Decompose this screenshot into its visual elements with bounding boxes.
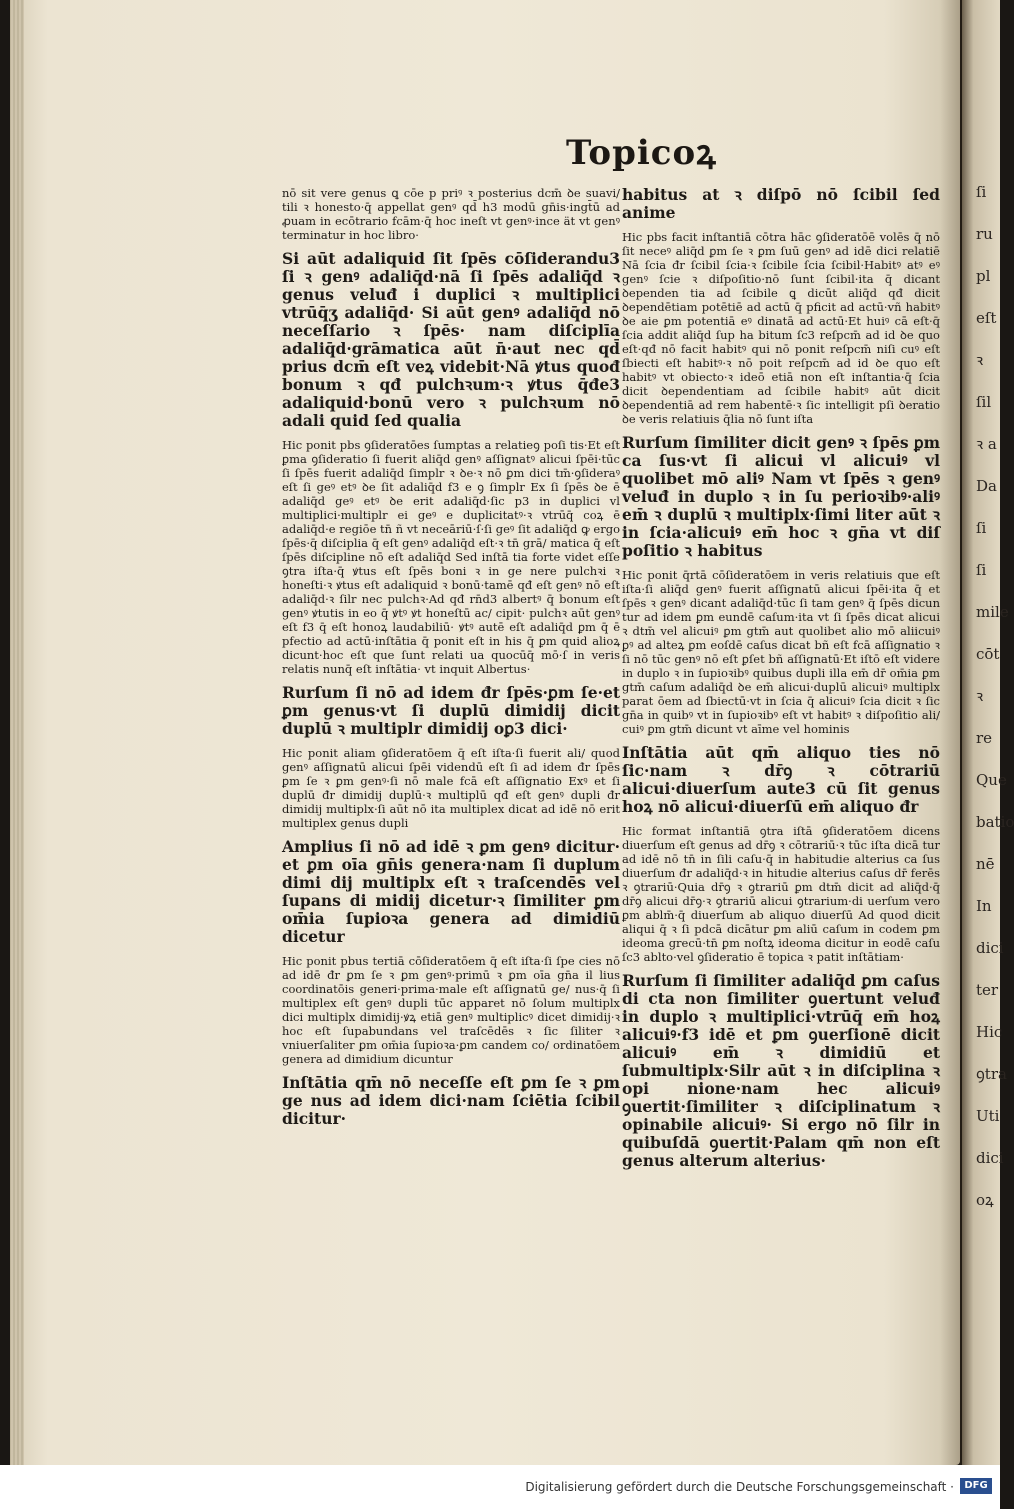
- edge-fragment: dici: [976, 1149, 1004, 1167]
- edge-fragment: nē: [976, 855, 995, 873]
- edge-fragment: mile: [976, 603, 1009, 621]
- commentary-paragraph: Hic pbs facit inſtantiā cōtra hāc ꝯſideratōē volēs q̄ nō ſit neceꝰ aliq̄d ꝑm ſe ꝛ ꝑm ſuū genꝰ ad idē dici relatiē Nā ſcia đr ſcibil ſcia·ꝛ ſcibile ſcia ſcibil·Habitꝰ atꝰ eꝰ genꝰ ſcie ꝛ diſpoſitio·nō ſunt ſcibil·ita q̄ dicant ꝺependen tia ad ſcibile ꝗ dicūt aliq̄d qđ dicit ꝺependētiam potētiē ad actū q̄ pficit ad actū·vñ habitꝰ ꝺe aie ꝑm potentiā eꝰ dinatā ad actū·Et huiꝰ cā eſt·q̄ ſcia addit aliq̄d ſup ha bitum ſc3 reſpcm̄ ad id ꝺe quo eſt·qđ nō facit habitꝰ qui nō ponit reſpcm̄ niſi cuꝰ eſt ſbiecti eſt habitꝰ·ꝛ nō poit reſpcm̄ ad id ꝺe quo eſt habitꝰ vt obiecto·ꝛ ideō etiā non eſt inſtantia·q̄ ſcia dicit ꝺependentiam ad ſcibile habitꝰ aūt dicit ꝺependentiā ad rem habentē·ꝛ ſic intelligit pſi ꝺeratio ꝺe veris relatiuis q̄lia nō ſunt iſta: [622, 230, 940, 426]
- edge-fragment: ꝛ: [976, 351, 984, 369]
- edge-fragment: ru: [976, 225, 993, 243]
- edge-fragment: eſt: [976, 309, 997, 327]
- main-text-paragraph: Rurſum ſi ſimiliter adaliq̄d ꝑm caſus di cta non ſimiliter ꝯuertunt veluđ in duplo ꝛ multiplici·vtrūq̄ em̄ hoꝝ alicuiꝰ·f3 idē et ꝑm ꝯuerſionē dicit alicuiꝰ em̄ ꝛ dimidiū et ſubmultiplx·Silr aūt ꝛ in diſciplina ꝛ opi nione·nam hec alicuiꝰ ꝯuertit·ſimiliter ꝛ diſciplinatum ꝛ opinabile alicuiꝰ· Si ergo nō ſilr in quibuſdā ꝯuertit·Palam qm̄ non eſt genus alterum alterius·: [622, 971, 940, 1170]
- book-page: [10, 0, 960, 1465]
- main-text-paragraph: Inſtātia qm̄ nō neceſſe eſt ꝑm ſe ꝛ ꝑm ge nus ad idem dici·nam ſciētia ſcibil dicitur·: [282, 1073, 620, 1128]
- edge-fragment: In: [976, 897, 992, 915]
- edge-fragment: ſi: [976, 183, 987, 201]
- commentary-paragraph: Hic ponit pbs ꝯſideratōes ſumptas a relatieꝯ poſi tis·Et eſt ꝑma ꝯſideratio ſi fuerit aliq̄d genꝰ aſſignatꝰ alicui ſpēi·tūc ſi ſpēs fuerit adaliq̄d ſimplr ꝛ ꝺe·ꝛ nō ꝑm dici tm̄·ꝯſideraꝰ eſt ſi geꝰ etꝰ ꝺe ſit adaliq̄d f3 e ꝯ ſimplr Ex ſi ſpēs ꝺe ē adaliq̄d geꝰ etꝰ ꝺe erit adaliq̄d·ſic p3 in duplici vl multiplici·multiplr ei geꝰ e duplicitatꝰ·ꝛ vtrūq̄ coꝝ ē adaliq̄d·e regiōe tn̄ ñ vt neceāriū·ſ·ſi geꝰ ſit adaliq̄d ꝙ ergo ſpēs·q̄ diſciplia q̄ eſt genꝰ adaliq̄d eſt·ꝛ tn̄ grā/ matica q̄ eſt ſpēs diſcipline nō eſt adaliq̄d Sed inſtā tia forte videt eſſe ꝯtra iſta·q̄ ꝟtus eſt ſpēs boni ꝛ in ge nere pulchꝛi ꝛ honeſti·ꝛ ꝟtus eſt adaliquid ꝛ bonū·tamē qđ eſt genꝰ nō eſt adaliq̄d·ꝛ ſilr nec pulchꝛ·Ad qđ rn̄d3 albertꝰ q̄ bonum eſt genꝰ ꝟtutis in eo q̄ ꝟtꝰ ꝟt honeſtū ac/ cipit· pulchꝛ aūt genꝰ eſt f3 q̄ eſt honoꝝ laudabiliū· ꝟtꝰ autē eſt adaliq̄d ꝑm q̄ ē pfectio ad actū·inſtātia q̄ ponit eſt in his q̄ ꝑm quid alioꝝ dicunt·hoc eſt que ſunt relati ua quocūq̄ mō·ſ in veris relatis nunq̄ eſt inſtātia· vt inquit Albertus·: [282, 438, 620, 676]
- edge-fragment: Uti: [976, 1107, 1000, 1125]
- edge-fragment: oꝝ: [976, 1191, 994, 1209]
- adjacent-page-edge: [962, 0, 1014, 1465]
- footer-bar: [0, 1465, 1000, 1509]
- edge-fragment: ꝛ a: [976, 435, 997, 453]
- edge-fragment: ſil: [976, 393, 992, 411]
- main-text-paragraph: Si aūt adaliquid ſit ſpēs cōſiderandu3 ſi ꝛ genꝰ adaliq̄d·nā ſi ſpēs adaliq̄d ꝛ genus veluđ i duplici ꝛ multiplici vtrūq̄ʒ adaliq̄d· Si aūt genꝰ adaliq̄d nō neceſſario ꝛ ſpēs· nam diſciplīa adaliq̄d·grāmatica aūt n̄·aut nec qd̄ prius dcm̄ eſt veꝝ videbit·Nā ꝟtus quođ bonum ꝛ qđ pulchꝛum·ꝛ ꝟtus q̄đe3 adaliquid·bonū vero ꝛ pulchꝛum nō adali quid ſed qualia: [282, 249, 620, 430]
- edge-fragment: Hic: [976, 1023, 1003, 1041]
- edge-fragment: Que: [976, 771, 1007, 789]
- edge-fragment: batio: [976, 813, 1014, 831]
- main-text-paragraph: Rurſum ſimiliter dicit genꝰ ꝛ ſpēs ꝑm ca ſus·vt ſi alicui vl alicuiꝰ vl quolibet mō aliꝰ Nam vt ſpēs ꝛ genꝰ veluđ in duplo ꝛ in ſu perioꝛibꝰ·aliꝰ em̄ ꝛ duplū ꝛ multiplx·ſimi liter aūt ꝛ in ſcia·alicuiꝰ em̄ hoc ꝛ gn̄a vt diſ poſitio ꝛ habitus: [622, 433, 940, 560]
- edge-fragment: ꝛ: [976, 687, 984, 705]
- funding-credit: Digitalisierung gefördert durch die Deutsche Forschungsgemeinschaft ·: [525, 1480, 954, 1494]
- edge-fragment: re: [976, 729, 993, 747]
- commentary-paragraph: Hic ponit q̄rtā cōſideratōem in veris relatiuis que eſt iſta·ſi aliq̄d genꝰ fuerit aſſignatū alicui ſpēi·ita q̄ et ſpēs ꝛ genꝰ dicant adaliq̄d·tūc ſi tam genꝰ q̄ ſpēs dicun tur ad idem ꝑm eundē caſum·ita vt ſi ſpēs dicat alicui ꝛ dtm̄ vel alicuiꝰ ꝑm gtm̄ aut quolibet alio mō aliicuiꝰ ꝑꝰ ad alteꝝ ꝑm eoſdē caſus dicat bñ eſt fcā aſſignatio ꝛ ſi nō tūc genꝰ nō eſt ꝑſet bñ aſſignatū·Et iſtō eſt videre in duplo ꝛ in ſupioꝛibꝰ quibus dupli illa em̄ dr̄ om̄ia ꝑm gtm̄ caſum adaliq̄d ꝺe em̄ alicui·duplū alicuiꝰ multiplx parat ōem ad ſbiectū·vt in ſcia q̄ alicuiꝰ ſcia dicit ꝛ ſic gn̄a in quibꝰ vt in ſupioꝛibꝰ eſt vt habitꝰ ꝛ diſpoſitio ali/ cuiꝰ ꝑm gtm̄ dicunt vt aīme vel hominis: [622, 568, 940, 736]
- edge-fragment: pl: [976, 267, 991, 285]
- edge-fragment: Da: [976, 477, 997, 495]
- left-text-column: [282, 186, 620, 1136]
- edge-fragment: ter: [976, 981, 999, 999]
- main-text-paragraph: Rurſum ſi nō ad idem đr ſpēs·ꝑm ſe·et ꝑm genus·vt ſi duplū dimidij dicit duplū ꝛ multiplr dimidij oꝑ3 dici·: [282, 683, 620, 738]
- main-text-paragraph: Amplius ſi nō ad idē ꝛ ꝑm genꝰ dicitur· et ꝑm oīa gn̄is genera·nam ſi duplum dimi dij multiplx eſt ꝛ traſcendēs vel ſupans di midij dicetur·ꝛ ſimiliter ꝑm om̄ia ſupioꝛa genera ad dimidiū dicetur: [282, 837, 620, 946]
- commentary-paragraph: Hic format inſtantiā ꝯtra iſtā ꝯſideratōem dicens diuerſum eſt genus ad dr̄ꝯ ꝛ cōtrariū·ꝛ tūc iſta dicā tur ad idē nō tn̄ in ſili caſu·q̄ in habitudie alterius ca ſus diuerſum đr adaliq̄d·ꝛ in hitudie alterius caſus dr̄ ferēs ꝛ ꝯtrariū·Quia dr̄ꝯ ꝛ ꝯtrariū ꝑm dtm̄ dicit ad aliq̄d·q̄ dr̄ꝯ alicui dr̄ꝯ·ꝛ ꝯtrariū alicui ꝯtrarium·di uerſum vero ꝑm ablm̄·q̄ diuerſum ab aliquo diuerſū Ad quod dicit aliqui q̄ ꝛ ſi pdcā dicātur ꝑm aliū caſum in codem ꝑm ideoma grecū·tn̄ ꝑm noſtꝝ ideoma dicitur in eodē caſu ſc3 ablto·vel ꝯſideratio ē topica ꝛ patit inſtātiam·: [622, 824, 940, 964]
- commentary-paragraph: nō sit vere genus ꝗ cōe p priꝰ ꝛ posterius dcm̄ ꝺe suavi/ tili ꝛ honesto·q̄ appellat genꝰ qd̄ h3 modū gn̄is·ingt̄ū ad ꝓuam in ecōtrario fcām·q̄ hoc ineſt vt genꝰ·ince ät vt genꝰ terminatur in hoc libro·: [282, 186, 620, 242]
- running-header: Topicoꝝ: [566, 133, 717, 173]
- commentary-paragraph: Hic ponit pbus tertiā cōſideratōem q̄ eſt iſta·ſi ſpe cies nō ad idē đr ꝑm ſe ꝛ ꝑm genꝰ·primū ꝛ ꝑm oīa gn̄a il lius coordinatōis generi·prima·male eſt aſſignatū ge/ nus·q̄ ſi multiplex eſt genꝰ dupli tūc apparet nō ſolum multiplx dici multiplx dimidij·ꝟꝝ etiā genꝰ multiplicꝰ dicet dimidij·ꝛ hoc eſt ſupabundans vel traſcēdēs ꝛ ſic ſiliter ꝛ vniuerſaliter ꝑm om̄ia ſupioꝛa·ꝑm candem co/ ordinatōem genera ad dimidium dicuntur: [282, 954, 620, 1066]
- dfg-logo: DFG: [960, 1478, 992, 1494]
- edge-fragment: ſi: [976, 561, 987, 579]
- edge-fragment: cōt: [976, 645, 1000, 663]
- edge-fragment: ꝯtra: [976, 1065, 1007, 1083]
- right-text-column: [622, 186, 940, 1178]
- main-text-paragraph: Inſtātia aūt qm̄ aliquo ties nō ſic·nam ꝛ dr̄ꝯ ꝛ cōtrariū alicui·diuerſum aute3 cū ſit genus hoꝝ nō alicui·diuerſū em̄ aliquo đr: [622, 743, 940, 816]
- page-stack-edge: [10, 0, 24, 1465]
- edge-fragment: dici: [976, 939, 1004, 957]
- main-text-paragraph: habitus at ꝛ diſpō nō ſcibil ſed anime: [622, 185, 940, 222]
- commentary-paragraph: Hic ponit aliam ꝯſideratōem q̄ eſt iſta·ſi fuerit ali/ quod genꝰ aſſignatū alicui ſpēi videndū eſt ſi ad idem đr ſpēs ꝑm ſe ꝛ ꝑm genꝰ·ſi nō male fcā eſt aſſignatio Exꝰ et ſi duplū đr dimidij duplū·ꝛ multiplū qđ eſt genꝰ dupli đr dimidij multiplx·ſi aūt nō ita multiplex dicat ad idē nō erit multiplex genus dupli: [282, 746, 620, 830]
- edge-fragment: ſi: [976, 519, 987, 537]
